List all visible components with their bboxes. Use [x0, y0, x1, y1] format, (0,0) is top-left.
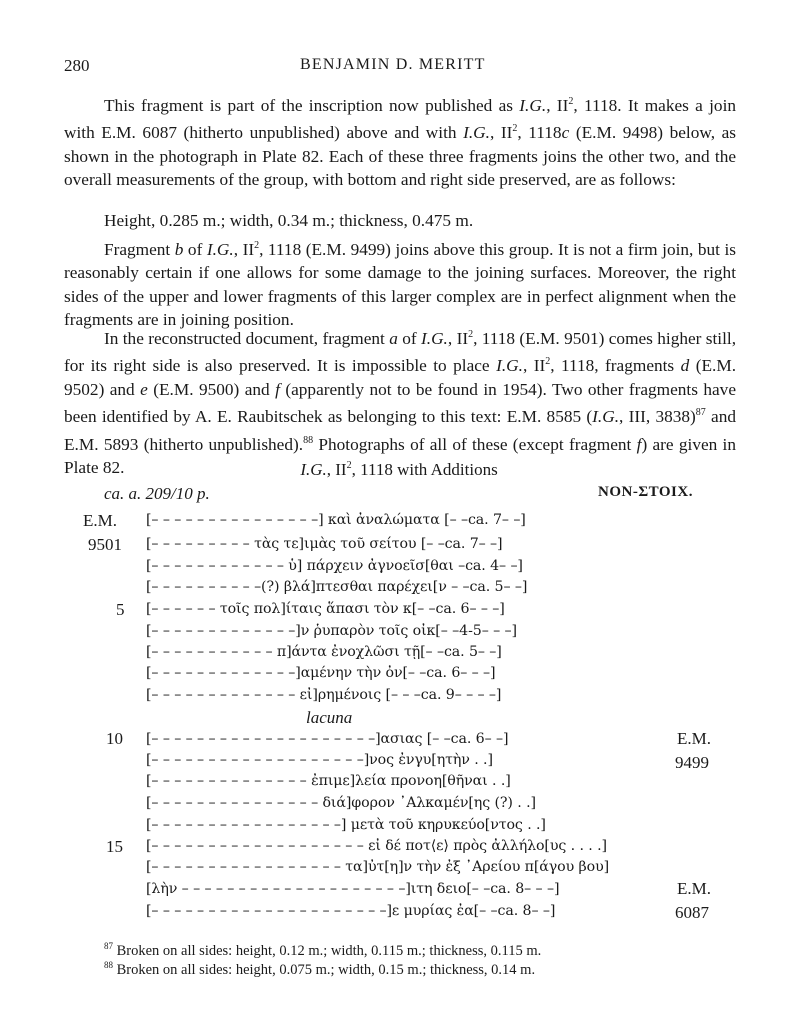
- fragment-label-em: E.M.: [83, 511, 117, 530]
- fragment-label-em: E.M.: [677, 729, 711, 748]
- inscription-line-2: [– – – – – – – – – τὰς τε]ιμὰς τοῦ σείτου [– –ca. 7– –]: [146, 536, 503, 552]
- measurements: Height, 0.285 m.; width, 0.34 m.; thickness, 0.475 m.: [104, 211, 474, 230]
- inscription-line-9: [– – – – – – – – – – – – – εἰ]ρημένοις [– – –ca. 9– – – –]: [146, 687, 502, 703]
- line-number-15: 15: [106, 837, 123, 856]
- inscription-line-4: [– – – – – – – – – –(?) βλά]πτεσθαι παρέχει[ν – –ca. 5– –]: [146, 579, 528, 595]
- paragraph-2: Fragment b of I.G., $II^2$, 1118 (E.M. 9499) joins above this group. It is not a firm join, but is reasonably certain if one allows for some damage to the joining surfaces. Moreover, the right sides of the upper and lower fragments of this larger complex are in perfect alignment when the fragments are in joining position.: [64, 240, 736, 330]
- inscription-title: I.G., $II^2$, 1118 with Additions: [300, 460, 498, 479]
- inscription-date: ca. a. 209/10 p.: [104, 484, 210, 503]
- style-note: NON-ΣΤΟΙΧ.: [598, 484, 693, 500]
- inscription-line-6: [– – – – – – – – – – – – –]ν ῥυπαρὸν τοῖς οἰκ[– –4-5– – –]: [146, 623, 517, 639]
- footnote-87: $^{87}$ Broken on all sides: height, 0.12 m.; width, 0.115 m.; thickness, 0.115 m.: [104, 941, 542, 959]
- inscription-line-12: [– – – – – – – – – – – – – – ἐπιμε]λεία προνοη[θῆναι . .]: [146, 773, 511, 789]
- inscription-line-5: [– – – – – – τοῖς πολ]ίταις ἅπασι τὸν κ[– –ca. 6– – –]: [146, 601, 505, 617]
- inscription-line-7: [– – – – – – – – – – – π]άντα ἐνοχλῶσι τῇ[– –ca. 5– –]: [146, 644, 502, 660]
- fragment-label-9499: 9499: [675, 753, 709, 772]
- footnote-88: $^{88}$ Broken on all sides: height, 0.075 m.; width, 0.15 m.; thickness, 0.14 m.: [104, 960, 536, 978]
- lacuna-label: lacuna: [306, 708, 353, 727]
- inscription-line-18: [– – – – – – – – – – – – – – – – – – – – –]ε μυρίας ἐα[– –ca. 8– –]: [146, 903, 556, 919]
- inscription-line-1: [– – – – – – – – – – – – – – –] καὶ ἀναλώματα [– –ca. 7– –]: [146, 512, 526, 528]
- fragment-label-6087: 6087: [675, 903, 709, 922]
- fragment-label-9501: 9501: [88, 535, 122, 554]
- inscription-line-11: [– – – – – – – – – – – – – – – – – – –]νος ἐνγυ[ητὴν . .]: [146, 752, 493, 768]
- paragraph-1: This fragment is part of the inscription now published as I.G., $II^2$, 1118. It makes a join with E.M. 6087 (hitherto unpublished) above and with I.G., $II^2$, 1118c (E.M. 9498) below, as shown in the photograph in Plate 82. Each of these three fragments joins the other two, and the overall measurements of the group, with bottom and right side preserved, are as follows:: [64, 96, 737, 190]
- inscription-line-15: [– – – – – – – – – – – – – – – – – – – εἰ δέ ποτ⟨ε⟩ πρὸς ἀλλήλο[υς . . . .]: [146, 838, 607, 854]
- inscription-line-13: [– – – – – – – – – – – – – – – διά]φορον ᾿Αλκαμέν[ης (?) . .]: [146, 795, 536, 811]
- inscription-line-17: [λὴν – – – – – – – – – – – – – – – – – – – –]ιτη δειο[– –ca. 8– – –]: [146, 881, 560, 897]
- running-head: BENJAMIN D. MERITT: [300, 56, 486, 73]
- inscription-line-16: [– – – – – – – – – – – – – – – – – τα]ὐτ[η]ν τὴν ἐξ ᾿Αρείου π[άγου βου]: [146, 859, 610, 875]
- inscription-line-8: [– – – – – – – – – – – – –]αμένην τὴν ὀν[– –ca. 6– – –]: [146, 665, 496, 681]
- inscription-line-14: [– – – – – – – – – – – – – – – – –] μετὰ τοῦ κηρυκεύο[ντος . .]: [146, 817, 546, 833]
- inscription-line-10: [– – – – – – – – – – – – – – – – – – – –]ασιας [– –ca. 6– –]: [146, 731, 509, 747]
- line-number-5: 5: [116, 600, 125, 619]
- page-number: 280: [64, 56, 90, 75]
- fragment-label-em: E.M.: [677, 879, 711, 898]
- line-number-10: 10: [106, 729, 123, 748]
- inscription-line-3: [– – – – – – – – – – – – ὑ] πάρχειν ἀγνοεῖσ[θαι –ca. 4– –]: [146, 558, 523, 574]
- paragraph-3: In the reconstructed document, fragment a of I.G., $II^2$, 1118 (E.M. 9501) comes higher still, for its right side is also preserved. It is impossible to place I.G., $II^2$, 1118, fragments d (E.M. 9502) and e (E.M. 9500) and f (apparently not to be found in 1954). Two other fragments have been identified by A. E. Raubitschek as belonging to this text: E.M. 8585 (I.G., III, 3838)$^{87}$ and E.M. 5893 (hitherto unpublished).$^{88}$ Photographs of all of these (except fragment f) are given in Plate 82.: [64, 329, 737, 478]
